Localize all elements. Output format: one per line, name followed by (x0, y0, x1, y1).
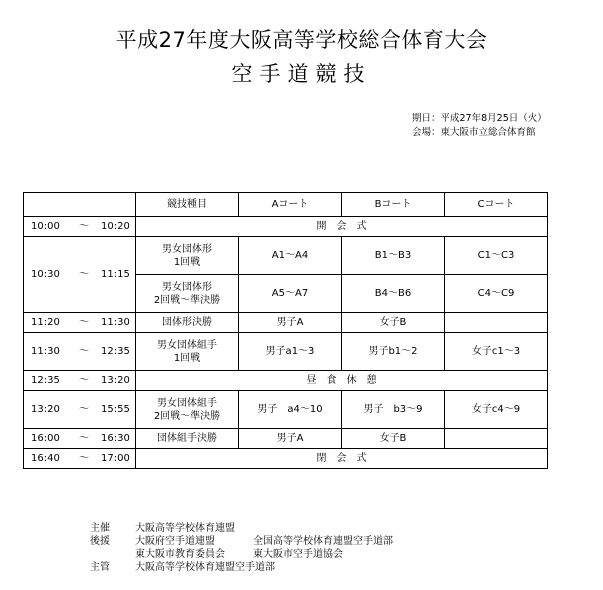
header-court-b: Bコート (342, 193, 445, 217)
court-b-cell: B1～B3 (342, 237, 445, 275)
court-b-cell: 女子B (342, 429, 445, 449)
court-a-cell: 男子A (239, 429, 342, 449)
court-b-cell: 男子 b3～9 (342, 391, 445, 429)
event-cell (136, 275, 239, 313)
table-row (24, 217, 548, 237)
court-a-cell: 男子 a4～10 (239, 391, 342, 429)
time-to: 16:30 (101, 433, 130, 444)
event-meta (412, 112, 547, 140)
time-from: 11:30 (31, 346, 60, 357)
venue-label: 会場： (412, 127, 441, 138)
support-org: 東大阪市空手道協会 (253, 549, 343, 560)
span-cell: 閉 会 式 (136, 449, 548, 469)
time-sep: ～ (79, 221, 89, 232)
event-cell: 団体形決勝 (136, 313, 239, 333)
court-c-cell: 女子c1～3 (445, 333, 548, 371)
time-to: 15:55 (101, 404, 130, 415)
manager-row (90, 561, 393, 574)
time-to: 10:20 (101, 221, 130, 232)
span-cell: 開 会 式 (136, 217, 548, 237)
event-line: 男女団体組手 (157, 397, 217, 409)
time-from: 16:00 (31, 433, 60, 444)
manager-role: 主管 (90, 562, 110, 573)
date-label: 期日： (412, 113, 441, 124)
court-c-cell (445, 313, 548, 333)
court-b-cell: 女子B (342, 313, 445, 333)
event-line: 2回戦～準決勝 (153, 294, 221, 306)
support-org: 東大阪市教育委員会 (135, 549, 225, 560)
time-sep: ～ (79, 453, 89, 464)
time-cell (24, 217, 136, 237)
court-c-cell: C1～C3 (445, 237, 548, 275)
venue-line (412, 126, 547, 140)
sponsor-role: 主催 (90, 523, 110, 534)
time-cell (24, 371, 136, 391)
court-c-cell: 女子c4～9 (445, 391, 548, 429)
event-cell (136, 391, 239, 429)
page-subtitle: 空手道競技 (231, 62, 372, 86)
date-value: 平成27年8月25日（火） (440, 113, 547, 124)
event-line: 1回戦 (173, 352, 201, 364)
time-from: 10:00 (31, 221, 60, 232)
time-sep: ～ (79, 269, 89, 280)
time-from: 12:35 (31, 375, 60, 386)
time-cell (24, 237, 136, 313)
table-row (24, 391, 548, 429)
sponsor-row (90, 522, 393, 535)
court-b-cell: B4～B6 (342, 275, 445, 313)
event-line: 男女団体形 (162, 243, 212, 255)
court-a-cell: A1～A4 (239, 237, 342, 275)
time-sep: ～ (79, 317, 89, 328)
indent-spacer (90, 548, 135, 561)
event-line: 2回戦～準決勝 (153, 410, 221, 422)
support-org: 大阪府空手道連盟 (135, 536, 215, 547)
event-cell: 団体組手決勝 (136, 429, 239, 449)
schedule-table (23, 192, 548, 469)
date-line (412, 112, 547, 126)
table-row (24, 333, 548, 371)
time-cell (24, 333, 136, 371)
court-a-cell: A5～A7 (239, 275, 342, 313)
header-time (24, 193, 136, 217)
time-to: 12:35 (101, 346, 130, 357)
court-a-cell: 男子a1～3 (239, 333, 342, 371)
table-header-row (24, 193, 548, 217)
organizers (90, 522, 393, 574)
table-row (24, 237, 548, 275)
time-cell (24, 391, 136, 429)
time-from: 13:20 (31, 404, 60, 415)
time-to: 11:30 (101, 317, 130, 328)
header-court-c: Cコート (445, 193, 548, 217)
event-cell (136, 333, 239, 371)
time-cell (24, 449, 136, 469)
time-cell (24, 429, 136, 449)
page-title: 平成27年度大阪高等学校総合体育大会 (115, 28, 488, 52)
time-sep: ～ (79, 346, 89, 357)
time-to: 13:20 (101, 375, 130, 386)
table-row (24, 371, 548, 391)
venue-value: 東大阪市立総合体育館 (440, 127, 536, 138)
time-to: 17:00 (101, 453, 130, 464)
time-cell (24, 313, 136, 333)
header-court-a: Aコート (239, 193, 342, 217)
support-org: 全国高等学校体育連盟空手道部 (253, 536, 393, 547)
event-line: 男女団体形 (162, 281, 212, 293)
event-line: 男女団体組手 (157, 339, 217, 351)
time-from: 10:30 (31, 269, 60, 280)
span-cell: 昼 食 休 憩 (136, 371, 548, 391)
support-row-2 (90, 548, 393, 561)
table-row (24, 313, 548, 333)
support-row (90, 535, 393, 548)
court-a-cell: 男子A (239, 313, 342, 333)
support-role: 後援 (90, 536, 110, 547)
time-from: 11:20 (31, 317, 60, 328)
time-sep: ～ (79, 404, 89, 415)
event-cell (136, 237, 239, 275)
time-from: 16:40 (31, 453, 60, 464)
header-event: 競技種目 (136, 193, 239, 217)
time-sep: ～ (79, 375, 89, 386)
table-row (24, 429, 548, 449)
court-c-cell (445, 429, 548, 449)
time-sep: ～ (79, 433, 89, 444)
table-row (24, 449, 548, 469)
time-to: 11:15 (101, 269, 130, 280)
court-b-cell: 男子b1～2 (342, 333, 445, 371)
court-c-cell: C4～C9 (445, 275, 548, 313)
manager-name: 大阪高等学校体育連盟空手道部 (135, 562, 275, 573)
event-line: 1回戦 (173, 256, 201, 268)
sponsor-name: 大阪高等学校体育連盟 (135, 523, 235, 534)
